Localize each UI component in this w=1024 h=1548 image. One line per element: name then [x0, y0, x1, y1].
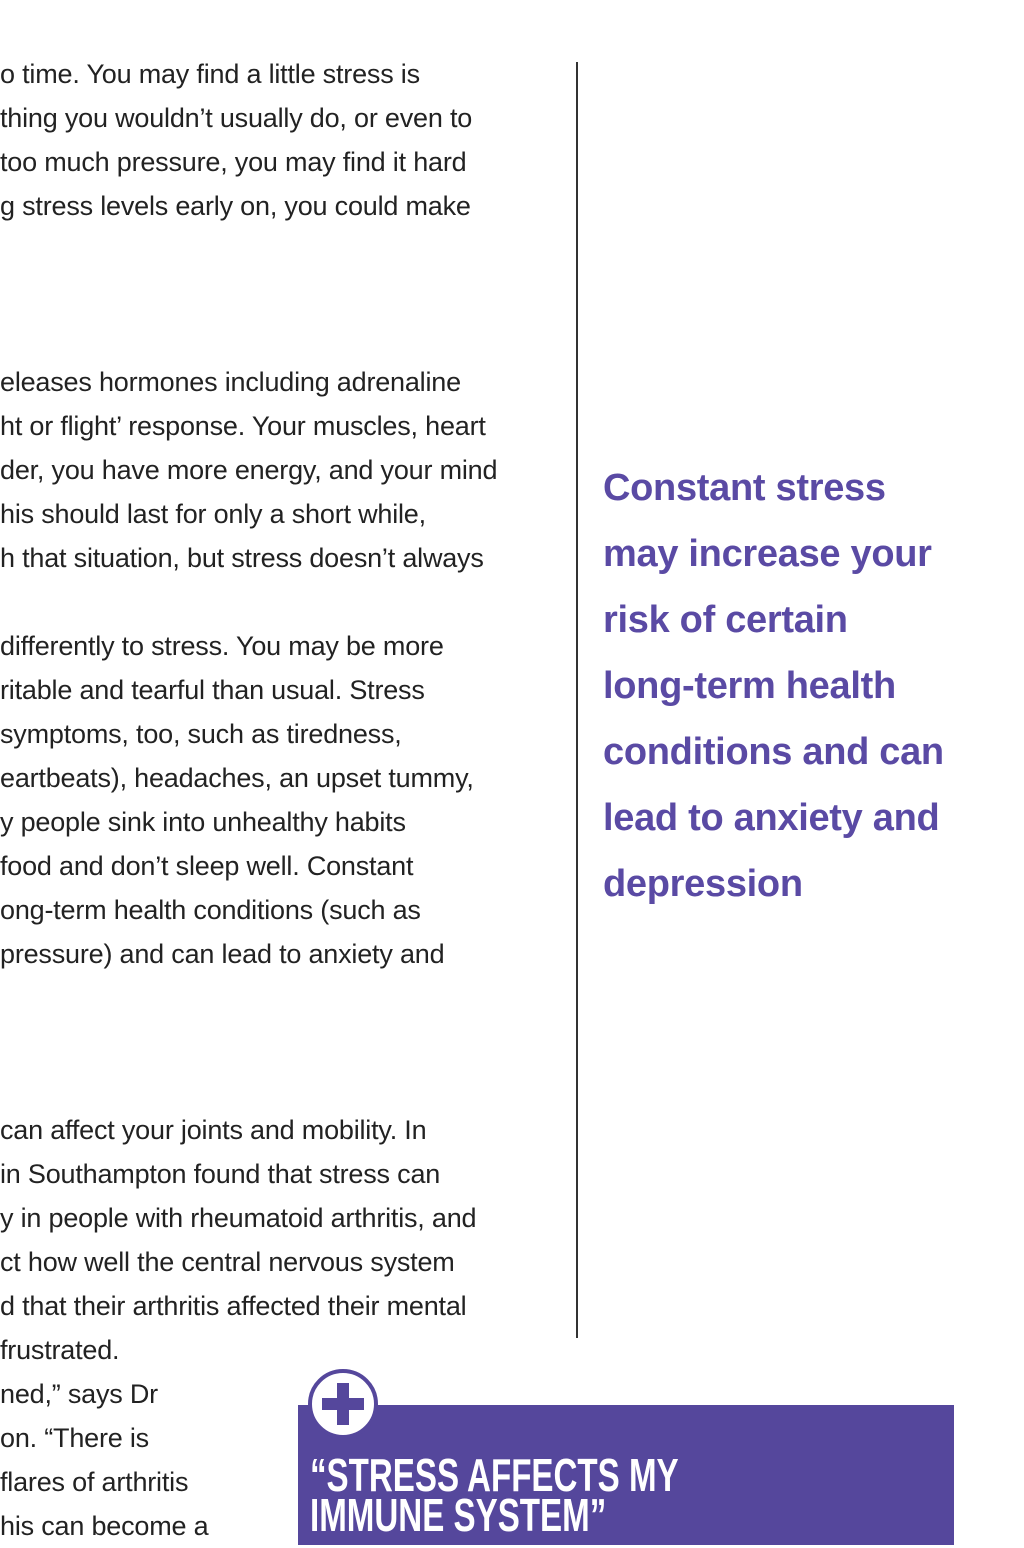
body-paragraph-2: [0, 360, 497, 580]
body-text-line: his can become a: [0, 1511, 209, 1541]
body-text-line: symptoms, too, such as tiredness,: [0, 719, 402, 749]
body-text-line: eleases hormones including adrenaline: [0, 367, 461, 397]
body-text-line: o time. You may find a little stress is: [0, 59, 420, 89]
body-text-line: h that situation, but stress doesn’t always: [0, 543, 484, 573]
body-text-line: ritable and tearful than usual. Stress: [0, 675, 425, 705]
feature-box: [298, 1405, 954, 1545]
plus-circle-icon: [308, 1369, 378, 1439]
body-text-line: ct how well the central nervous system: [0, 1247, 455, 1277]
body-text-line: eartbeats), headaches, an upset tummy,: [0, 763, 474, 793]
body-text-line: food and don’t sleep well. Constant: [0, 851, 414, 881]
feature-box-title-line: “STRESS AFFECTS MY: [310, 1449, 679, 1501]
body-text-line: ht or flight’ response. Your muscles, heart: [0, 411, 486, 441]
pull-quote-line: long-term health: [603, 665, 896, 707]
body-text-line: ned,” says Dr: [0, 1379, 158, 1409]
body-text-line: flares of arthritis: [0, 1467, 189, 1497]
pull-quote-line: may increase your: [603, 533, 932, 575]
body-text-line: can affect your joints and mobility. In: [0, 1115, 427, 1145]
pull-quote-line: lead to anxiety and: [603, 797, 940, 839]
body-text-line: y people sink into unhealthy habits: [0, 807, 406, 837]
body-text-line: d that their arthritis affected their mental: [0, 1291, 467, 1321]
body-text-line: y in people with rheumatoid arthritis, and: [0, 1203, 477, 1233]
body-text-line: der, you have more energy, and your mind: [0, 455, 498, 485]
body-text-line: on. “There is: [0, 1423, 149, 1453]
pull-quote-line: depression: [603, 863, 803, 905]
body-text-line: his should last for only a short while,: [0, 499, 426, 529]
pull-quote: [603, 455, 944, 917]
body-text-line: too much pressure, you may find it hard: [0, 147, 467, 177]
pull-quote-line: conditions and can: [603, 731, 944, 773]
body-text-line: differently to stress. You may be more: [0, 631, 444, 661]
feature-box-title: [310, 1449, 679, 1541]
body-paragraph-1: [0, 52, 472, 228]
feature-box-title-line: IMMUNE SYSTEM”: [310, 1489, 607, 1541]
pull-quote-line: risk of certain: [603, 599, 848, 641]
body-text-line: in Southampton found that stress can: [0, 1159, 441, 1189]
body-text-line: pressure) and can lead to anxiety and: [0, 939, 445, 969]
body-text-line: ong-term health conditions (such as: [0, 895, 421, 925]
body-text-line: thing you wouldn’t usually do, or even to: [0, 103, 473, 133]
body-text-line: frustrated.: [0, 1335, 120, 1365]
column-divider: [576, 62, 578, 1338]
body-text-line: g stress levels early on, you could make: [0, 191, 471, 221]
body-paragraph-3: [0, 624, 474, 976]
pull-quote-line: Constant stress: [603, 467, 886, 509]
